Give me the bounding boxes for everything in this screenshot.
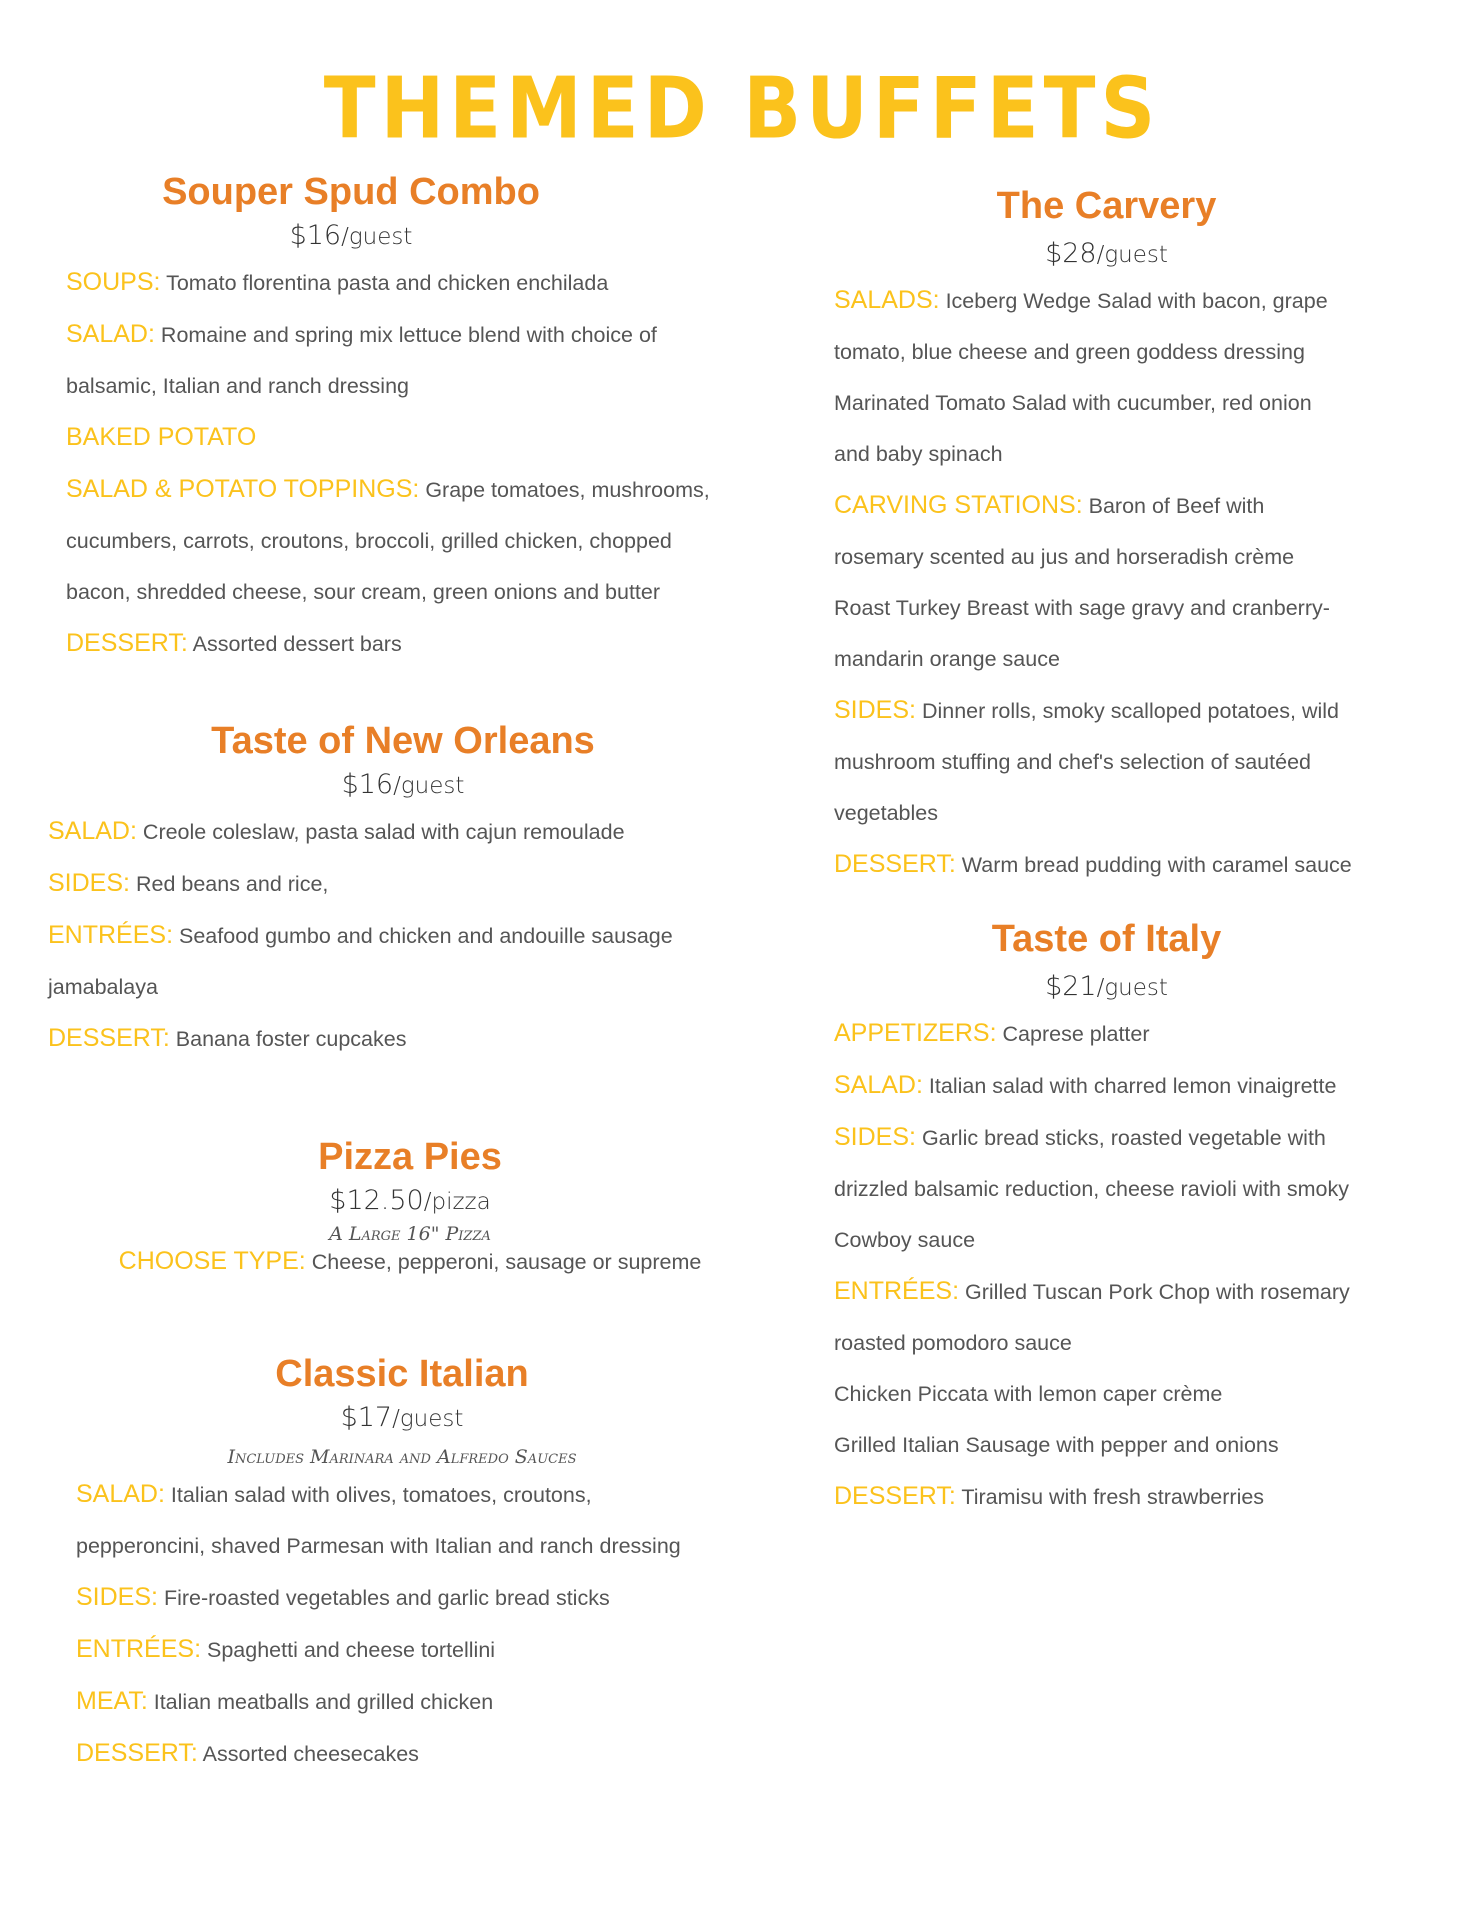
price: $21/guest (1045, 971, 1168, 1002)
pizza-size-note: A Large 16" Pizza (329, 1223, 491, 1245)
menu-line-text: vegetables (834, 801, 938, 825)
price: $17/guest (340, 1402, 464, 1433)
menu-line-text: drizzled balsamic reduction, cheese ravioli with smoky (834, 1177, 1350, 1201)
menu-lines (76, 1469, 776, 1780)
menu-line (48, 858, 768, 910)
menu-line-text: jamabalaya (48, 975, 158, 999)
menu-line-text: Red beans and rice, (129, 872, 329, 896)
menu-line (76, 1521, 776, 1572)
menu-line (834, 1369, 1454, 1420)
section-pizza-pies (100, 1133, 720, 1277)
menu-line-text: Grape tomatoes, mushrooms, (419, 478, 710, 502)
menu-line (66, 309, 766, 361)
section-title: Taste of New Orleans (211, 720, 595, 762)
menu-line (834, 1060, 1454, 1112)
menu-line-label: SIDES: (48, 869, 130, 897)
menu-line (834, 327, 1454, 378)
menu-line-text: Iceberg Wedge Salad with bacon, grape (939, 289, 1328, 313)
menu-line-label: CARVING STATIONS: (834, 491, 1083, 519)
menu-line-text: Baron of Beef with (1082, 494, 1265, 518)
menu-line (834, 685, 1454, 737)
menu-line-text: Dinner rolls, smoky scalloped potatoes, wild (915, 699, 1340, 723)
menu-line-label: DESSERT: (66, 629, 188, 657)
section-title: The Carvery (996, 185, 1217, 227)
menu-line-label: SALAD: (48, 817, 137, 845)
menu-line (76, 1624, 776, 1676)
menu-line (834, 839, 1454, 891)
section-title: Classic Italian (275, 1353, 529, 1395)
menu-line (48, 806, 768, 858)
menu-line-text: Italian salad with charred lemon vinaigrette (922, 1074, 1337, 1098)
sauces-note: Includes Marinara and Alfredo Sauces (227, 1446, 577, 1468)
menu-line (834, 737, 1454, 788)
menu-line-text: bacon, shredded cheese, sour cream, green onions and butter (66, 580, 661, 604)
menu-line-text: Italian salad with olives, tomatoes, croutons, (164, 1483, 592, 1507)
menu-line (834, 1164, 1454, 1215)
section-taste-of-new-orleans (48, 717, 768, 1065)
menu-line-label: DESSERT: (834, 850, 956, 878)
menu-line (834, 1215, 1454, 1266)
section-the-carvery (834, 182, 1454, 891)
menu-line (66, 618, 766, 670)
menu-line (76, 1728, 776, 1780)
menu-line (76, 1469, 776, 1521)
menu-line-label: SIDES: (834, 696, 916, 724)
menu-line (834, 1420, 1454, 1471)
menu-line-label: SIDES: (834, 1123, 916, 1151)
menu-line (834, 634, 1454, 685)
menu-line-label: SALAD & POTATO TOPPINGS: (66, 475, 420, 503)
menu-line-text: Garlic bread sticks, roasted vegetable with (915, 1126, 1326, 1150)
menu-line-text: Seafood gumbo and chicken and andouille sausage (173, 924, 673, 948)
menu-line-label: ENTRÉES: (48, 921, 174, 949)
menu-line-label: DESSERT: (834, 1482, 956, 1510)
menu-lines (834, 275, 1454, 891)
section-title: Pizza Pies (318, 1136, 502, 1178)
menu-line (834, 1266, 1454, 1318)
menu-line (834, 1112, 1454, 1164)
menu-line-text: Creole coleslaw, pasta salad with cajun remoulade (136, 820, 625, 844)
price: $28/guest (1045, 238, 1168, 269)
menu-line-text: Italian meatballs and grilled chicken (147, 1690, 494, 1714)
menu-line-text: pepperoncini, shaved Parmesan with Italian and ranch dressing (76, 1534, 681, 1558)
menu-line-text: rosemary scented au jus and horseradish crème (834, 545, 1295, 569)
menu-line-text: Banana foster cupcakes (169, 1027, 407, 1051)
menu-line (834, 275, 1454, 327)
menu-line (66, 464, 766, 516)
section-title: Souper Spud Combo (162, 171, 540, 213)
price: $16/guest (289, 220, 413, 251)
price: $16/guest (341, 769, 465, 800)
menu-line (76, 1572, 776, 1624)
menu-lines (48, 806, 768, 1065)
choose-type-line: CHOOSE TYPE: Cheese, pepperoni, sausage or supreme (118, 1247, 702, 1275)
price: $12.50/pizza (329, 1185, 491, 1216)
menu-line (834, 788, 1454, 839)
section-classic-italian (76, 1350, 776, 1780)
menu-line (834, 1008, 1454, 1060)
menu-line (48, 962, 768, 1013)
menu-line-label: ENTRÉES: (76, 1635, 202, 1663)
menu-line-text: Cowboy sauce (834, 1228, 976, 1252)
menu-line-text: tomato, blue cheese and green goddess dressing (834, 340, 1305, 364)
menu-line (48, 1013, 768, 1065)
menu-lines (66, 257, 766, 670)
menu-line-text: Roast Turkey Breast with sage gravy and cranberry- (834, 596, 1330, 620)
menu-line (834, 583, 1454, 634)
menu-line (66, 412, 766, 464)
menu-line (76, 1676, 776, 1728)
menu-line (834, 480, 1454, 532)
menu-line-label: SIDES: (76, 1583, 158, 1611)
menu-line-text: Fire-roasted vegetables and garlic bread sticks (157, 1586, 610, 1610)
menu-line (66, 516, 766, 567)
section-taste-of-italy (834, 915, 1454, 1523)
menu-line (66, 257, 766, 309)
menu-line-label: BAKED POTATO (66, 423, 257, 451)
menu-line-text: mandarin orange sauce (834, 647, 1060, 671)
menu-line (834, 429, 1454, 480)
section-title: Taste of Italy (991, 918, 1222, 960)
menu-line-label: DESSERT: (48, 1024, 170, 1052)
menu-line-text: Marinated Tomato Salad with cucumber, red onion (834, 391, 1312, 415)
menu-line (834, 1471, 1454, 1523)
menu-line-text: and baby spinach (834, 442, 1003, 466)
menu-line-text: mushroom stuffing and chef's selection of sautéed (834, 750, 1311, 774)
menu-line-text: Tomato florentina pasta and chicken enchilada (160, 271, 609, 295)
page-title: THEMED BUFFETS (323, 58, 1161, 158)
menu-line (834, 1318, 1454, 1369)
section-souper-spud-combo (66, 168, 766, 670)
menu-line-label: ENTRÉES: (834, 1277, 960, 1305)
menu-line-text: roasted pomodoro sauce (834, 1331, 1072, 1355)
menu-lines (834, 1008, 1454, 1523)
menu-line-label: MEAT: (76, 1687, 148, 1715)
menu-line-text: Assorted cheesecakes (197, 1742, 419, 1766)
menu-line-text: cucumbers, carrots, croutons, broccoli, grilled chicken, chopped (66, 529, 672, 553)
menu-line-label: DESSERT: (76, 1739, 198, 1767)
menu-line-label: SOUPS: (66, 268, 161, 296)
menu-line-label: SALAD: (76, 1480, 165, 1508)
menu-line-text: Chicken Piccata with lemon caper crème (834, 1382, 1223, 1406)
menu-line-text: Assorted dessert bars (187, 632, 402, 656)
menu-line-label: SALADS: (834, 286, 940, 314)
menu-line (834, 532, 1454, 583)
menu-line (834, 378, 1454, 429)
menu-line-label: SALAD: (834, 1071, 923, 1099)
menu-line (48, 910, 768, 962)
menu-line-text: Tiramisu with fresh strawberries (955, 1485, 1265, 1509)
menu-line (66, 567, 766, 618)
menu-line-text: Caprese platter (996, 1022, 1150, 1046)
menu-line-label: SALAD: (66, 320, 155, 348)
menu-line-text: Grilled Italian Sausage with pepper and onions (834, 1433, 1279, 1457)
menu-line-label: APPETIZERS: (834, 1019, 997, 1047)
menu-line-text: Romaine and spring mix lettuce blend with choice of (154, 323, 657, 347)
menu-line-text: Grilled Tuscan Pork Chop with rosemary (959, 1280, 1350, 1304)
menu-line-text: balsamic, Italian and ranch dressing (66, 374, 409, 398)
menu-line-text: Warm bread pudding with caramel sauce (955, 853, 1352, 877)
menu-line (66, 361, 766, 412)
menu-line-text: Spaghetti and cheese tortellini (201, 1638, 496, 1662)
